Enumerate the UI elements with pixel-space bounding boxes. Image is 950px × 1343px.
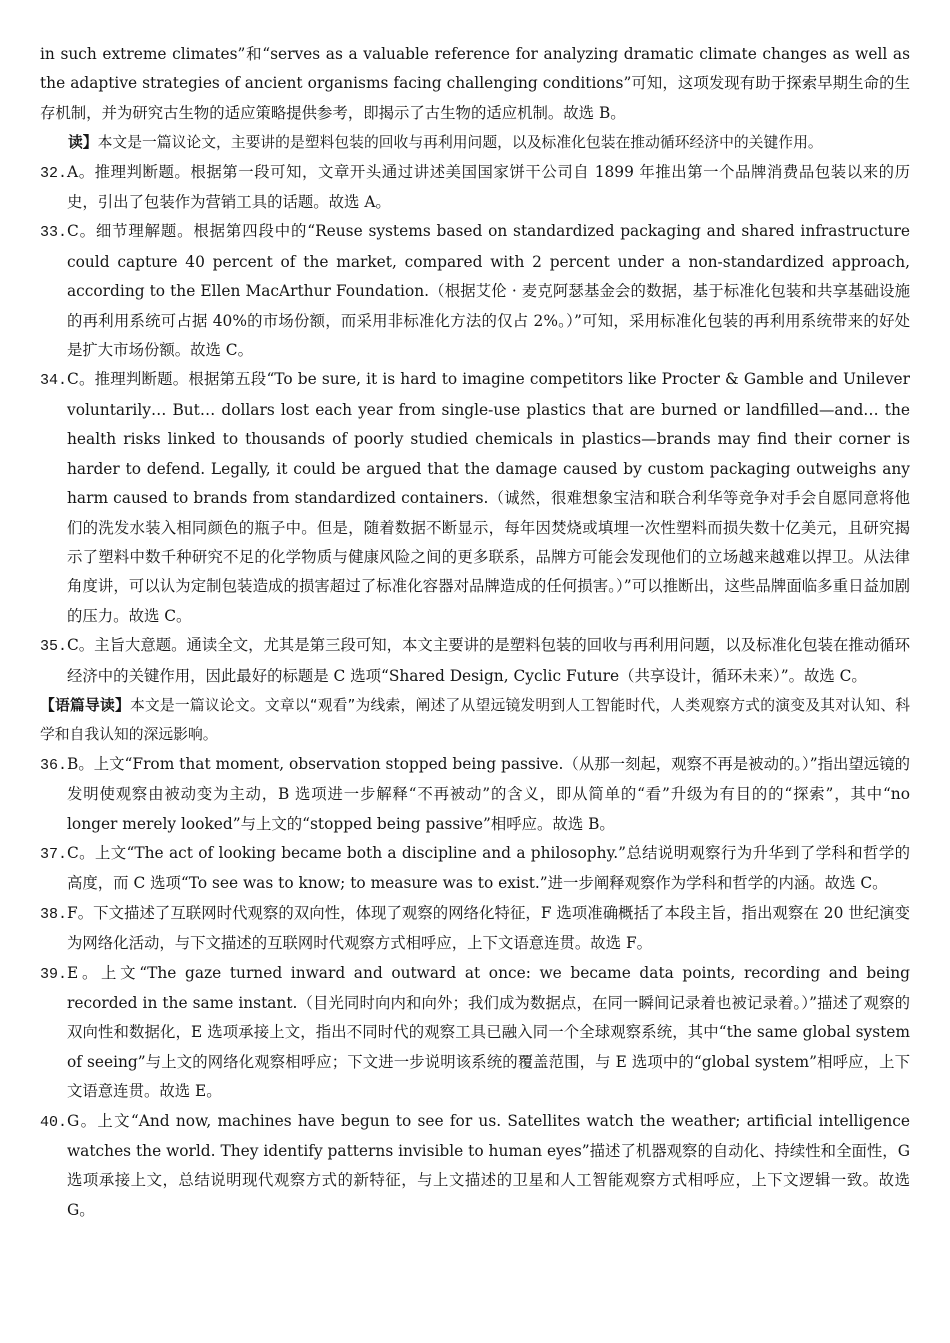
answer-33 bbox=[40, 217, 910, 365]
answer-text: G。上文“And now, machines have begun to see for us. Satellites watch the weather; artificial intelligence watches the world. They identify patterns invisible to human eyes”描述了机器观察的自动化、持续性和全面性，G 选项承接上文，总结说明现代观察方式的新特征，与上文描述的卫星和人工智能观察方式相呼应，上下文逻辑一致。故选 G。 bbox=[67, 1111, 910, 1219]
answer-text: B。上文“From that moment, observation stopped being passive.（从那一刻起，观察不再是被动的。）”指出望远镜的发明使观察由被动变为主动，B 选项进一步解释“不再被动”的含义，即从简单的“看”升级为有目的的“探索”，其中“no longer merely looked”与上文的“stopped being passive”相呼应。故选 B。 bbox=[67, 754, 910, 833]
answer-37 bbox=[40, 839, 910, 899]
question-number: 40. bbox=[40, 1113, 68, 1131]
guide-text: 本文是一篇议论文。文章以“观看”为线索，阐述了从望远镜发明到人工智能时代，人类观察方式的演变及其对认知、科学和自我认知的深远影响。 bbox=[40, 696, 910, 744]
answer-34 bbox=[40, 365, 910, 631]
question-number: 35. bbox=[40, 638, 68, 656]
guide-tag: 【语篇导读】 bbox=[40, 696, 130, 714]
answer-text: C。细节理解题。根据第四段中的“Reuse systems based on standardized packaging and shared infrastructure could capture 40 percent of the market, compared with 2 percent under a non-standardized approach, according to the Ellen MacArthur Foundation.（根据艾伦 · 麦克阿瑟基金会的数据，基于标准化包装和共享基础设施的再利用系统可占据 40%的市场份额，而采用非标准化方法的仅占 2%。）”可知，采用标准化包装的再利用系统带来的好处是扩大市场份额。故选 C。 bbox=[67, 222, 910, 360]
answer-36 bbox=[40, 750, 910, 839]
answer-text: C。上文“The act of looking became both a discipline and a philosophy.”总结说明观察行为升华到了学科和哲学的高度，而 C 选项“To see was to know; to measure was to exist.”进一步阐释观察作为学科和哲学的内涵。故选 C。 bbox=[67, 843, 910, 893]
answer-32 bbox=[40, 158, 910, 218]
question-number: 33. bbox=[40, 224, 68, 242]
question-number: 39. bbox=[40, 965, 68, 983]
question-number: 34. bbox=[40, 372, 68, 390]
q31-explanation-tail: in such extreme climates”和“serves as a valuable reference for analyzing dramatic climate changes as well as the adaptive strategies of ancient organisms facing challenging conditions”可知，这项发现有助于探索早期生命的生存机制，并为研究古生物的适应策略提供参考，即揭示了古生物的适应机制。故选 B。 bbox=[40, 45, 910, 122]
question-number: 32. bbox=[40, 164, 68, 182]
answer-text: C。主旨大意题。通读全文，尤其是第三段可知，本文主要讲的是塑料包装的回收与再利用问题，以及标准化包装在推动循环经济中的关键作用，因此最好的标题是 C 选项“Shared Design, Cyclic Future（共享设计，循环未来）”。故选 C。 bbox=[67, 636, 910, 685]
answer-38 bbox=[40, 899, 910, 959]
guide-tag: 读】 bbox=[68, 134, 98, 152]
answer-text: A。推理判断题。根据第一段可知，文章开头通过讲述美国国家饼干公司自 1899 年推出第一个品牌消费品包装以来的历史，引出了包装作为营销工具的话题。故选 A。 bbox=[67, 162, 910, 212]
question-number: 37. bbox=[40, 845, 68, 863]
answer-text: F。下文描述了互联网时代观察的双向性，体现了观察的网络化特征，F 选项准确概括了本段主旨，指出观察在 20 世纪演变为网络化活动，与下文描述的互联网时代观察方式相呼应，上下文语意连贯。故选 F。 bbox=[67, 903, 910, 953]
guide-text: 本文是一篇议论文，主要讲的是塑料包装的回收与再利用问题，以及标准化包装在推动循环经济中的关键作用。 bbox=[97, 134, 823, 152]
passage-guide-d bbox=[40, 691, 910, 750]
answer-39 bbox=[40, 959, 910, 1107]
passage-guide-c bbox=[40, 128, 910, 157]
answer-text: C。推理判断题。根据第五段“To be sure, it is hard to imagine competitors like Procter & Gamble and Unilever voluntarily… But… dollars lost each year from single-use plastics that are burned or landfilled—and… the health risks linked to thousands of poorly studied chemicals in plastics—brands may find their corner is harder to defend. Legally, it could be argued that the damage caused by custom packaging outweighs any harm caused to brands from standardized containers.（诚然，很难想象宝洁和联合利华等竞争对手会自愿同意将他们的洗发水装入相同颜色的瓶子中。但是，随着数据不断显示，每年因焚烧或填埋一次性塑料而损失数十亿美元，且研究揭示了塑料中数千种研究不足的化学物质与健康风险之间的更多联系，品牌方可能会发现他们的立场越来越难以捍卫。从法律角度讲，可以认为定制包装造成的损害超过了标准化容器对品牌造成的任何损害。）”可以推断出，这些品牌面临多重日益加剧的压力。故选 C。 bbox=[67, 370, 910, 625]
question-number: 36. bbox=[40, 756, 68, 774]
answer-text: E。上文“The gaze turned inward and outward at once: we became data points, recording and being recorded in the same instant.（目光同时向内和向外；我们成为数据点，在同一瞬间记录着也被记录着。）”描述了观察的双向性和数据化，E 选项承接上文，指出不同时代的观察工具已融入同一个全球观察系统，其中“the same global system of seeing”与上文的网络化观察相呼应；下文进一步说明该系统的覆盖范围，与 E 选项中的“global system”相呼应，上下文语意连贯。故选 E。 bbox=[67, 963, 910, 1101]
answer-35 bbox=[40, 631, 910, 691]
question-number: 38. bbox=[40, 905, 68, 923]
answer-40 bbox=[40, 1107, 910, 1226]
